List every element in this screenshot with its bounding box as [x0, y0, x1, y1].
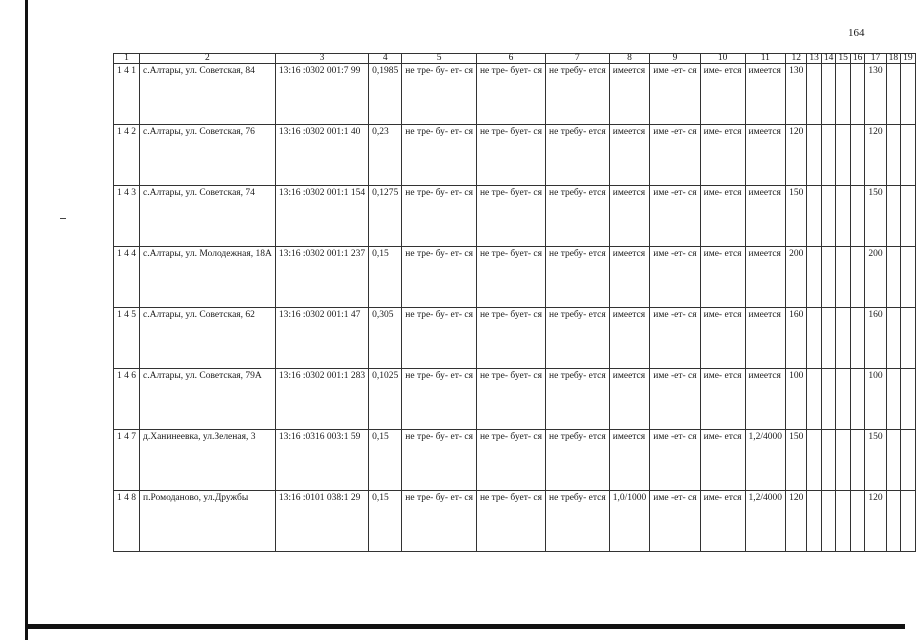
col11-cell: имеется: [745, 308, 786, 369]
col6-cell: не тре- бует- ся: [476, 186, 545, 247]
col11-cell: имеется: [745, 125, 786, 186]
area-cell: 0,15: [369, 430, 402, 491]
col12-cell: 130: [786, 64, 807, 125]
col11-cell: имеется: [745, 64, 786, 125]
col15-cell: [836, 430, 851, 491]
table-row: [114, 186, 916, 247]
col8-cell: имеется: [609, 430, 650, 491]
scan-artifact: [60, 218, 66, 219]
col16-cell: [850, 247, 865, 308]
col18-cell: [886, 491, 901, 552]
col5-cell: не тре- бу- ет- ся: [402, 186, 477, 247]
area-cell: 0,1025: [369, 369, 402, 430]
row-number: 1 4 2: [114, 125, 140, 186]
col18-cell: [886, 125, 901, 186]
col18-cell: [886, 247, 901, 308]
col6-cell: не тре- бует- ся: [476, 430, 545, 491]
cadastral-number-cell: 13:16 :0302 001:1 40: [275, 125, 368, 186]
col7-cell: не требу- ется: [546, 491, 610, 552]
col11-cell: имеется: [745, 369, 786, 430]
col9-cell: име -ет- ся: [650, 369, 700, 430]
col17-cell: 150: [865, 186, 886, 247]
column-header-6: 6: [476, 54, 545, 64]
col6-cell: не тре- бует- ся: [476, 247, 545, 308]
cadastral-number-cell: 13:16 :0101 038:1 29: [275, 491, 368, 552]
address-cell: с.Алтары, ул. Молодежная, 18А: [140, 247, 276, 308]
col17-cell: 130: [865, 64, 886, 125]
row-number: 1 4 8: [114, 491, 140, 552]
cadastral-number-cell: 13:16 :0316 003:1 59: [275, 430, 368, 491]
col10-cell: име- ется: [700, 308, 745, 369]
col10-cell: име- ется: [700, 369, 745, 430]
column-header-4: 4: [369, 54, 402, 64]
col8-cell: 1,0/1000: [609, 491, 650, 552]
col15-cell: [836, 125, 851, 186]
cadastral-number-cell: 13:16 :0302 001:1 237: [275, 247, 368, 308]
col10-cell: име- ется: [700, 430, 745, 491]
address-cell: д.Ханинеевка, ул.Зеленая, 3: [140, 430, 276, 491]
column-header-17: 17: [865, 54, 886, 64]
col13-cell: [807, 247, 822, 308]
scan-left-border: [25, 0, 28, 640]
column-header-10: 10: [700, 54, 745, 64]
col16-cell: [850, 430, 865, 491]
col12-cell: 160: [786, 308, 807, 369]
cadastral-number-cell: 13:16 :0302 001:7 99: [275, 64, 368, 125]
col16-cell: [850, 491, 865, 552]
col19-cell: [901, 369, 916, 430]
col19-cell: [901, 491, 916, 552]
col9-cell: име -ет- ся: [650, 430, 700, 491]
col14-cell: [821, 64, 836, 125]
col16-cell: [850, 186, 865, 247]
page-number: 164: [848, 27, 865, 39]
table-row: [114, 64, 916, 125]
col11-cell: 1,2/4000: [745, 491, 786, 552]
col9-cell: име -ет- ся: [650, 125, 700, 186]
col5-cell: не тре- бу- ет- ся: [402, 430, 477, 491]
col13-cell: [807, 186, 822, 247]
data-table: [113, 53, 916, 552]
col15-cell: [836, 186, 851, 247]
col5-cell: не тре- бу- ет- ся: [402, 369, 477, 430]
col6-cell: не тре- бует- ся: [476, 491, 545, 552]
area-cell: 0,1985: [369, 64, 402, 125]
col6-cell: не тре- бует- ся: [476, 64, 545, 125]
col17-cell: 200: [865, 247, 886, 308]
col13-cell: [807, 369, 822, 430]
col14-cell: [821, 430, 836, 491]
col7-cell: не требу- ется: [546, 430, 610, 491]
col15-cell: [836, 369, 851, 430]
column-header-8: 8: [609, 54, 650, 64]
col13-cell: [807, 430, 822, 491]
column-header-13: 13: [807, 54, 822, 64]
col18-cell: [886, 369, 901, 430]
col9-cell: име -ет- ся: [650, 308, 700, 369]
col7-cell: не требу- ется: [546, 64, 610, 125]
row-number: 1 4 3: [114, 186, 140, 247]
col12-cell: 200: [786, 247, 807, 308]
table-row: [114, 308, 916, 369]
col14-cell: [821, 369, 836, 430]
col13-cell: [807, 125, 822, 186]
col5-cell: не тре- бу- ет- ся: [402, 125, 477, 186]
col6-cell: не тре- бует- ся: [476, 369, 545, 430]
table-row: [114, 491, 916, 552]
address-cell: с.Алтары, ул. Советская, 74: [140, 186, 276, 247]
cadastral-number-cell: 13:16 :0302 001:1 47: [275, 308, 368, 369]
col18-cell: [886, 430, 901, 491]
col11-cell: имеется: [745, 247, 786, 308]
col7-cell: не требу- ется: [546, 125, 610, 186]
col19-cell: [901, 247, 916, 308]
col7-cell: не требу- ется: [546, 186, 610, 247]
row-number: 1 4 5: [114, 308, 140, 369]
col6-cell: не тре- бует- ся: [476, 308, 545, 369]
col16-cell: [850, 64, 865, 125]
col19-cell: [901, 125, 916, 186]
col8-cell: имеется: [609, 64, 650, 125]
col12-cell: 150: [786, 186, 807, 247]
col10-cell: име- ется: [700, 64, 745, 125]
column-header-1: 1: [114, 54, 140, 64]
col14-cell: [821, 308, 836, 369]
col15-cell: [836, 308, 851, 369]
row-number: 1 4 7: [114, 430, 140, 491]
col18-cell: [886, 186, 901, 247]
column-header-12: 12: [786, 54, 807, 64]
col19-cell: [901, 186, 916, 247]
area-cell: 0,23: [369, 125, 402, 186]
col7-cell: не требу- ется: [546, 369, 610, 430]
column-header-5: 5: [402, 54, 477, 64]
col8-cell: имеется: [609, 186, 650, 247]
col6-cell: не тре- бует- ся: [476, 125, 545, 186]
column-header-14: 14: [821, 54, 836, 64]
col19-cell: [901, 430, 916, 491]
col19-cell: [901, 64, 916, 125]
column-header-15: 15: [836, 54, 851, 64]
address-cell: с.Алтары, ул. Советская, 84: [140, 64, 276, 125]
col14-cell: [821, 186, 836, 247]
col14-cell: [821, 125, 836, 186]
col18-cell: [886, 64, 901, 125]
col10-cell: име- ется: [700, 247, 745, 308]
col8-cell: имеется: [609, 369, 650, 430]
col13-cell: [807, 64, 822, 125]
column-header-18: 18: [886, 54, 901, 64]
column-header-11: 11: [745, 54, 786, 64]
table-row: [114, 125, 916, 186]
col13-cell: [807, 491, 822, 552]
col9-cell: име -ет- ся: [650, 491, 700, 552]
col5-cell: не тре- бу- ет- ся: [402, 64, 477, 125]
address-cell: п.Ромоданово, ул.Дружбы: [140, 491, 276, 552]
row-number: 1 4 4: [114, 247, 140, 308]
column-header-7: 7: [546, 54, 610, 64]
col9-cell: име -ет- ся: [650, 186, 700, 247]
column-header-19: 19: [901, 54, 916, 64]
col9-cell: име -ет- ся: [650, 64, 700, 125]
col5-cell: не тре- бу- ет- ся: [402, 491, 477, 552]
col7-cell: не требу- ется: [546, 247, 610, 308]
col10-cell: име- ется: [700, 491, 745, 552]
col17-cell: 150: [865, 430, 886, 491]
col16-cell: [850, 125, 865, 186]
address-cell: с.Алтары, ул. Советская, 76: [140, 125, 276, 186]
col18-cell: [886, 308, 901, 369]
address-cell: с.Алтары, ул. Советская, 62: [140, 308, 276, 369]
col16-cell: [850, 308, 865, 369]
col15-cell: [836, 64, 851, 125]
area-cell: 0,305: [369, 308, 402, 369]
col9-cell: име -ет- ся: [650, 247, 700, 308]
table-row: [114, 430, 916, 491]
col17-cell: 160: [865, 308, 886, 369]
column-header-2: 2: [140, 54, 276, 64]
col11-cell: 1,2/4000: [745, 430, 786, 491]
col5-cell: не тре- бу- ет- ся: [402, 247, 477, 308]
column-header-16: 16: [850, 54, 865, 64]
col12-cell: 120: [786, 125, 807, 186]
column-header-9: 9: [650, 54, 700, 64]
col19-cell: [901, 308, 916, 369]
col8-cell: имеется: [609, 247, 650, 308]
col17-cell: 100: [865, 369, 886, 430]
address-cell: с.Алтары, ул. Советская, 79А: [140, 369, 276, 430]
col12-cell: 150: [786, 430, 807, 491]
col12-cell: 100: [786, 369, 807, 430]
col16-cell: [850, 369, 865, 430]
col10-cell: име- ется: [700, 186, 745, 247]
col15-cell: [836, 247, 851, 308]
col13-cell: [807, 308, 822, 369]
col17-cell: 120: [865, 491, 886, 552]
area-cell: 0,15: [369, 491, 402, 552]
area-cell: 0,15: [369, 247, 402, 308]
col10-cell: име- ется: [700, 125, 745, 186]
table-row: [114, 369, 916, 430]
col12-cell: 120: [786, 491, 807, 552]
col14-cell: [821, 491, 836, 552]
cadastral-number-cell: 13:16 :0302 001:1 154: [275, 186, 368, 247]
header-row: [114, 54, 916, 64]
cadastral-number-cell: 13:16 :0302 001:1 283: [275, 369, 368, 430]
col15-cell: [836, 491, 851, 552]
table-row: [114, 247, 916, 308]
col7-cell: не требу- ется: [546, 308, 610, 369]
col14-cell: [821, 247, 836, 308]
col8-cell: имеется: [609, 125, 650, 186]
area-cell: 0,1275: [369, 186, 402, 247]
row-number: 1 4 6: [114, 369, 140, 430]
scan-bottom-border: [25, 624, 905, 629]
row-number: 1 4 1: [114, 64, 140, 125]
col17-cell: 120: [865, 125, 886, 186]
col11-cell: имеется: [745, 186, 786, 247]
col8-cell: имеется: [609, 308, 650, 369]
col5-cell: не тре- бу- ет- ся: [402, 308, 477, 369]
column-header-3: 3: [275, 54, 368, 64]
